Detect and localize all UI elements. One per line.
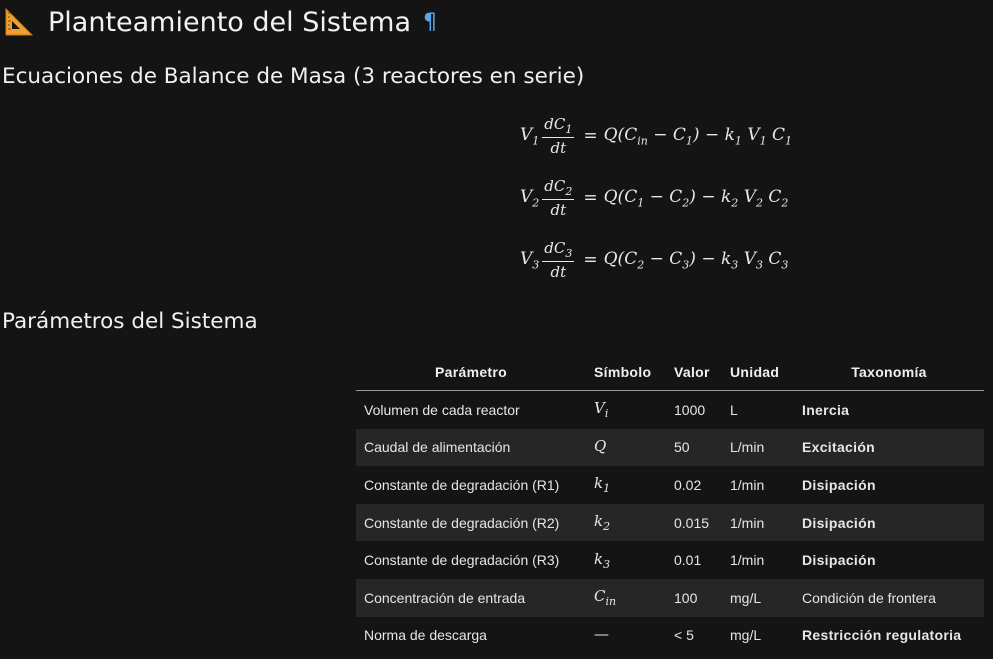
page-title xyxy=(4,2,437,42)
equation-rhs: $Q(C_{in} - C_1) - k_1$ $V_1$ $C_1$ xyxy=(603,124,793,148)
equation-block xyxy=(520,105,840,291)
param-name: Constante de degradación (R1) xyxy=(364,476,560,493)
lhs-volume: $V_2$ xyxy=(520,186,540,210)
param-unit: L/min xyxy=(722,429,794,467)
param-unit: 1/min xyxy=(730,552,765,569)
equation-rhs: $Q(C_2 - C_3) - k_3$ $V_3$ $C_3$ xyxy=(603,248,789,272)
param-name: Constante de degradación (R2) xyxy=(356,504,586,542)
param-symbol: $C_{in}$ xyxy=(586,579,666,617)
derivative-fraction: $\frac{dC_3}{dt}$ xyxy=(544,238,573,282)
param-symbol: $k_2$ xyxy=(586,504,666,542)
equation-3: $V_3$ $\frac{dC_3}{dt}$ = $Q(C_2 - C_3) - k_3$ $V_3$ $C_3$ xyxy=(520,238,789,282)
param-name: Concentración de entrada xyxy=(356,579,586,617)
param-symbol: $k_3$ xyxy=(594,549,611,571)
equation-2: $V_2$ $\frac{dC_2}{dt}$ = $Q(C_1 - C_2) - k_2$ $V_2$ $C_2$ xyxy=(520,176,789,220)
equation-1: $V_1$ $\frac{dC_1}{dt}$ = $Q(C_{in} - C_1) - k_1$ $V_1$ $C_1$ xyxy=(520,114,793,158)
param-value: < 5 xyxy=(674,627,694,644)
param-value: 100 xyxy=(666,579,722,617)
table-row xyxy=(356,429,984,467)
parameters-table xyxy=(356,353,984,654)
param-unit: L xyxy=(730,401,738,418)
param-taxonomy: Restricción regulatoria xyxy=(802,627,962,644)
table-header-row xyxy=(356,353,984,391)
param-symbol: — xyxy=(594,624,609,643)
param-value: 0.02 xyxy=(674,476,702,493)
param-symbol: $V_i$ xyxy=(594,399,609,421)
lhs-volume: $V_3$ xyxy=(520,248,540,272)
triangular-ruler-icon xyxy=(4,7,34,37)
param-value: 0.015 xyxy=(666,504,722,542)
param-taxonomy: Disipación xyxy=(802,552,876,569)
derivative-fraction: $\frac{dC_1}{dt}$ xyxy=(544,114,573,158)
param-taxonomy: Disipación xyxy=(794,504,984,542)
derivative-fraction: $\frac{dC_2}{dt}$ xyxy=(544,176,573,220)
table-row xyxy=(356,466,984,504)
equation-rhs: $Q(C_1 - C_2) - k_2$ $V_2$ $C_2$ xyxy=(603,186,789,210)
param-unit: 1/min xyxy=(730,476,765,493)
param-symbol: $k_1$ xyxy=(594,474,611,496)
anchor-link[interactable]: ¶ xyxy=(422,9,437,35)
param-name: Constante de degradación (R3) xyxy=(364,552,560,569)
lhs-volume: $V_1$ xyxy=(520,124,540,148)
page-title-text: Planteamiento del Sistema xyxy=(48,6,411,38)
table-row xyxy=(356,541,984,579)
param-taxonomy: Inercia xyxy=(802,401,850,418)
table-row xyxy=(356,391,984,429)
param-value: 50 xyxy=(666,429,722,467)
column-header-parametro: Parámetro xyxy=(356,353,586,391)
column-header-unidad: Unidad xyxy=(722,353,794,391)
param-taxonomy: Condición de frontera xyxy=(794,579,984,617)
param-taxonomy: Disipación xyxy=(802,476,876,493)
parameters-heading: Parámetros del Sistema xyxy=(2,309,258,334)
column-header-valor: Valor xyxy=(666,353,722,391)
param-unit: 1/min xyxy=(722,504,794,542)
mass-balance-heading: Ecuaciones de Balance de Masa (3 reactores en serie) xyxy=(2,64,585,89)
table-row xyxy=(356,579,984,617)
param-name: Norma de descarga xyxy=(364,627,487,644)
column-header-taxonomia: Taxonomía xyxy=(794,353,984,391)
param-value: 1000 xyxy=(674,401,706,418)
param-unit: mg/L xyxy=(722,579,794,617)
table-row xyxy=(356,617,984,655)
table-row xyxy=(356,504,984,542)
param-taxonomy: Excitación xyxy=(794,429,984,467)
param-symbol: Q xyxy=(586,429,666,467)
column-header-simbolo: Símbolo xyxy=(586,353,666,391)
param-name: Caudal de alimentación xyxy=(356,429,586,467)
param-value: 0.01 xyxy=(674,552,702,569)
param-name: Volumen de cada reactor xyxy=(364,401,520,418)
param-unit: mg/L xyxy=(730,627,762,644)
